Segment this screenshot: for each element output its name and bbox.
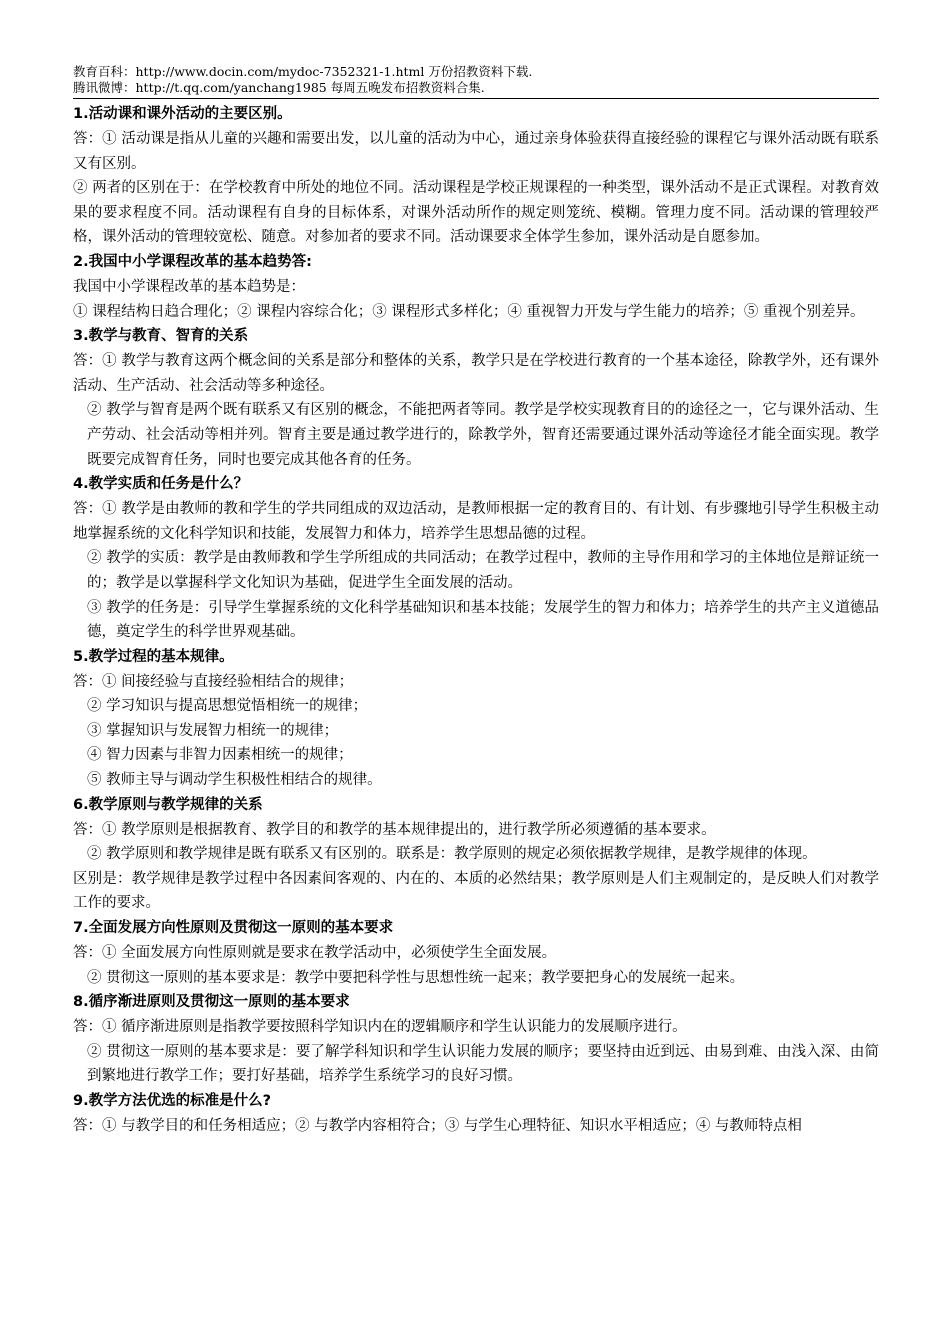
section-heading: 4.教学实质和任务是什么？ <box>73 476 249 493</box>
header-rule <box>73 98 879 99</box>
list-item: ③ 掌握知识与发展智力相统一的规律； <box>87 722 339 739</box>
paragraph: ② 贯彻这一原则的基本要求是：教学中要把科学性与思想性统一起来；教学要把身心的发展统一起来。 <box>87 969 745 986</box>
paragraph: 答：① 教学与教育这两个概念间的关系是部分和整体的关系，教学只是在学校进行教育的一个基本途径，除教学外，还有课外活动、生产活动、社会活动等多种途径。 <box>73 353 879 394</box>
paragraph: ① 课程结构日趋合理化；② 课程内容综合化；③ 课程形式多样化；④ 重视智力开发与学生能力的培养；⑤ 重视个别差异。 <box>73 303 865 320</box>
paragraph: ② 教学与智育是两个既有联系又有区别的概念，不能把两者等同。教学是学校实现教育目的的途径之一，它与课外活动、生产劳动、社会活动等相并列。智育主要是通过教学进行的，除教学外，智育还需要通过课外活动等途径才能全面实现。教学既要完成智育任务，同时也要完成其他各育的任务。 <box>87 402 879 468</box>
paragraph: 答：① 与教学目的和任务相适应；② 与教学内容相符合；③ 与学生心理特征、知识水平相适应；④ 与教师特点相 <box>73 1118 802 1134</box>
section-heading: 1.活动课和课外活动的主要区别。 <box>73 106 292 122</box>
list-item: ⑤ 教师主导与调动学生积极性相结合的规律。 <box>87 772 382 789</box>
section-heading: 9.教学方法优选的标准是什么? <box>73 1093 272 1109</box>
paragraph: 答：① 教学是由教师的教和学生的学共同组成的双边活动，是教师根据一定的教育目的、有计划、有步骤地引导学生积极主动地掌握系统的文化科学知识和技能，发展智力和体力，培养学生思想品德的过程。 <box>73 501 879 542</box>
paragraph: ② 贯彻这一原则的基本要求是：要了解学科知识和学生认识能力发展的顺序；要坚持由近到远、由易到难、由浅入深、由简到繁地进行教学工作；要打好基础，培养学生系统学习的良好习惯。 <box>87 1043 879 1085</box>
list-item: 答：① 间接经验与直接经验相结合的规律； <box>73 673 354 690</box>
paragraph: ② 教学的实质：教学是由教师教和学生学所组成的共同活动；在教学过程中，教师的主导作用和学习的主体地位是辩证统一的；教学是以掌握科学文化知识为基础，促进学生全面发展的活动。 <box>87 550 879 591</box>
header-line-1: 教育百科：http://www.docin.com/mydoc-7352321-1.html 万份招教资料下载. <box>73 64 533 79</box>
paragraph: ③ 教学的任务是：引导学生掌握系统的文化科学基础知识和基本技能；发展学生的智力和体力；培养学生的共产主义道德品德，奠定学生的科学世界观基础。 <box>87 599 879 641</box>
list-item: ② 学习知识与提高思想觉悟相统一的规律； <box>87 698 368 715</box>
section-heading: 7.全面发展方向性原则及贯彻这一原则的基本要求 <box>73 920 394 937</box>
paragraph: 答：① 全面发展方向性原则就是要求在教学活动中，必须使学生全面发展。 <box>73 945 557 962</box>
paragraph: 答：① 教学原则是根据教育、教学目的和教学的基本规律提出的，进行教学所必须遵循的基本要求。 <box>73 821 716 838</box>
paragraph: 答：① 循序渐进原则是指教学要按照科学知识内在的逻辑顺序和学生认识能力的发展顺序进行。 <box>73 1019 687 1036</box>
section-heading: 8.循序渐进原则及贯彻这一原则的基本要求 <box>73 994 350 1011</box>
paragraph: 区别是：教学规律是教学过程中各因素间客观的、内在的、本质的必然结果；教学原则是人们主观制定的，是反映人们对教学工作的要求。 <box>73 870 879 912</box>
header-line-2: 腾讯微博：http://t.qq.com/yanchang1985 每周五晚发布招教资料合集. <box>73 80 485 95</box>
section-heading: 2.我国中小学课程改革的基本趋势答: <box>73 253 312 270</box>
section-heading: 5.教学过程的基本规律。 <box>73 648 234 665</box>
section-heading: 6.教学原则与教学规律的关系 <box>73 796 263 813</box>
section-heading: 3.教学与教育、智育的关系 <box>73 328 249 345</box>
paragraph: 我国中小学课程改革的基本趋势是： <box>73 278 305 295</box>
paragraph: ② 教学原则和教学规律是既有联系又有区别的。联系是：教学原则的规定必须依据教学规律，是教学规律的体现。 <box>87 846 817 863</box>
document-page <box>73 64 879 1139</box>
list-item: ④ 智力因素与非智力因素相统一的规律； <box>87 747 353 764</box>
paragraph: ② 两者的区别在于：在学校教育中所处的地位不同。活动课程是学校正规课程的一种类型，课外活动不是正式课程。对教育效果的要求程度不同。活动课程有自身的目标体系，对课外活动所作的规定则笼统、模糊。管理力度不同。活动课的管理较严格，课外活动的管理较宽松、随意。对参加者的要求不同。活动课要求全体学生参加，课外活动是自愿参加。 <box>73 180 879 246</box>
paragraph: 答：① 活动课是指从儿童的兴趣和需要出发，以儿童的活动为中心，通过亲身体验获得直接经验的课程它与课外活动既有联系又有区别。 <box>73 131 879 172</box>
